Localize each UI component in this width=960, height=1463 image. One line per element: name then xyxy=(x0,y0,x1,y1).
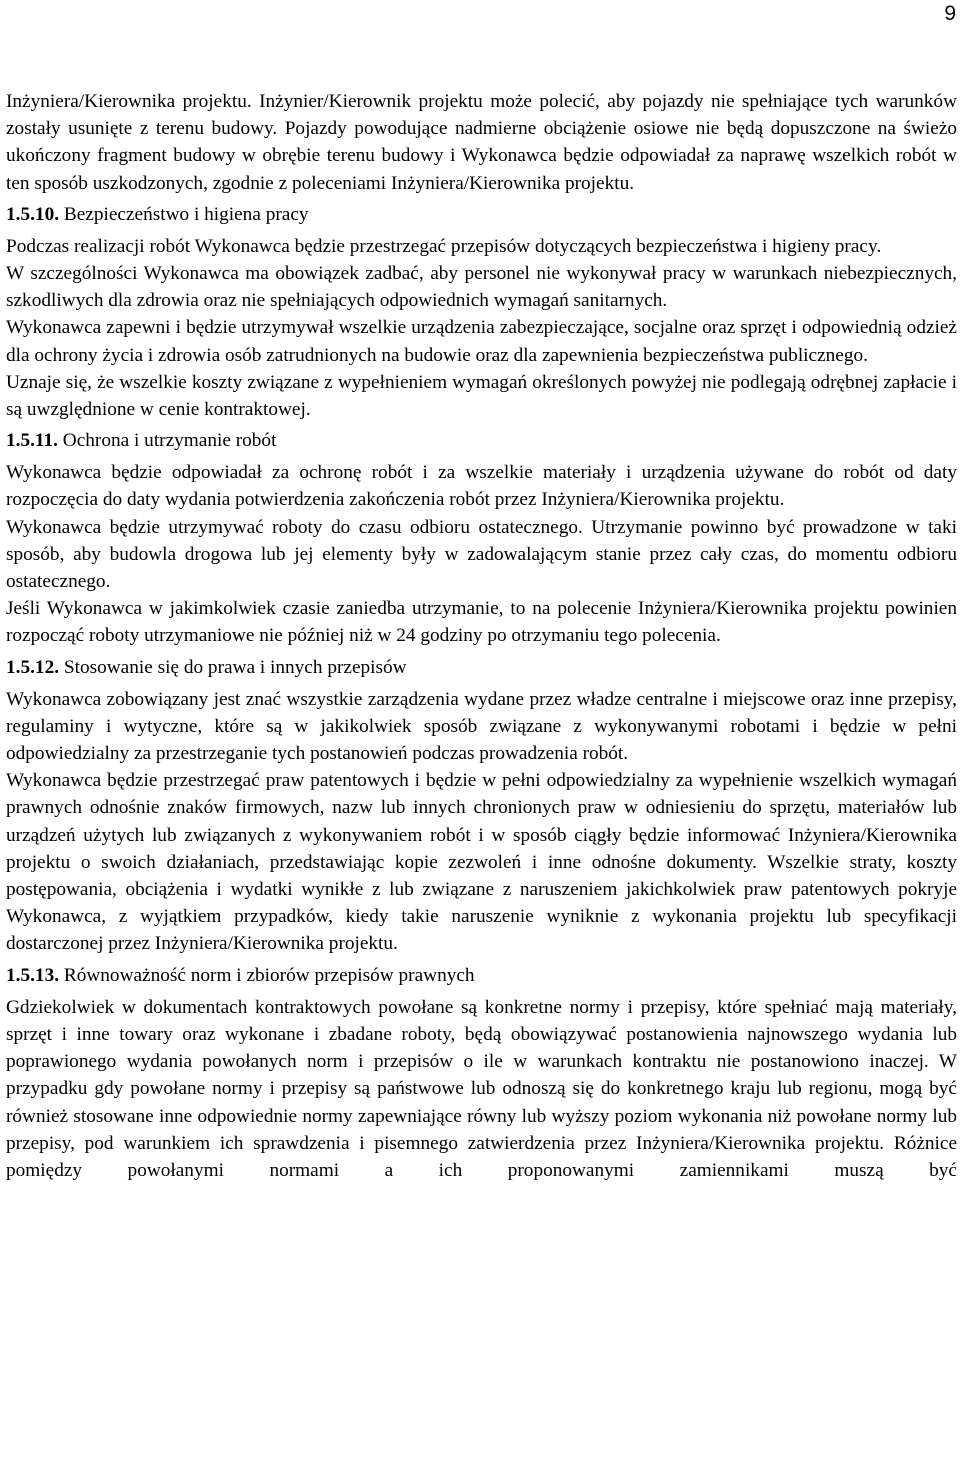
section-title: Stosowanie się do prawa i innych przepisów xyxy=(63,656,407,678)
paragraph: Wykonawca zapewni i będzie utrzymywał wszelkie urządzenia zabezpieczające, socjalne oraz sprzęt i odpowiednią odzież dla ochrony życia i zdrowia osób zatrudnionych na budowie oraz dla zapewnienia bezpieczeństwa publicznego. xyxy=(6,317,957,366)
paragraph: Wykonawca zobowiązany jest znać wszystkie zarządzenia wydane przez władze centralne i miejscowe oraz inne przepisy, regulaminy i wytyczne, które są w jakikolwiek sposób związane z wykonywanymi robotami i będzie w pełni odpowiedzialny za przestrzeganie tych postanowień podczas prowadzenia robót. xyxy=(6,688,957,765)
section-title: Równoważność norm i zbiorów przepisów prawnych xyxy=(63,964,475,986)
paragraph: Wykonawca będzie odpowiadał za ochronę robót i za wszelkie materiały i urządzenia używane do robót od daty rozpoczęcia do daty wydania potwierdzenia zakończenia robót przez Inżyniera/Kierownika projektu. xyxy=(6,462,957,511)
section-heading xyxy=(6,428,957,454)
section-number: 1.5.13. xyxy=(6,964,60,986)
paragraph: Jeśli Wykonawca w jakimkolwiek czasie zaniedba utrzymanie, to na polecenie Inżyniera/Kierownika projektu powinien rozpocząć roboty utrzymaniowe nie później niż w 24 godziny po otrzymaniu tego polecenia. xyxy=(6,598,957,647)
section-heading xyxy=(6,202,957,228)
paragraph: W szczególności Wykonawca ma obowiązek zadbać, aby personel nie wykonywał pracy w warunkach niebezpiecznych, szkodliwych dla zdrowia oraz nie spełniających odpowiednich wymagań sanitarnych. xyxy=(6,263,957,312)
section-title: Ochrona i utrzymanie robót xyxy=(62,430,277,452)
paragraph: Uznaje się, że wszelkie koszty związane z wypełnieniem wymagań określonych powyżej nie podlegają odrębnej zapłacie i są uwzględnione w cenie kontraktowej. xyxy=(6,371,957,421)
section-number: 1.5.12. xyxy=(6,656,60,678)
paragraph: Wykonawca będzie utrzymywać roboty do czasu odbioru ostatecznego. Utrzymanie powinno być prowadzone w taki sposób, aby budowla drogowa lub jej elementy były w zadowalającym stanie przez cały czas, do momentu odbioru ostatecznego. xyxy=(6,516,957,593)
section-heading xyxy=(6,963,957,989)
document-body xyxy=(6,88,957,1184)
section-number: 1.5.10. xyxy=(6,203,60,225)
paragraph: Wykonawca będzie przestrzegać praw patentowych i będzie w pełni odpowiedzialny za wypełnienie wszelkich wymagań prawnych odnośnie znaków firmowych, nazw lub innych chronionych praw w odniesieniu do sprzętu, materiałów lub urządzeń użytych lub związanych z wykonywaniem robót i w sposób ciągły będzie informować Inżyniera/Kierownika projektu o swoich działaniach, przedstawiając kopie zezwoleń i inne odnośne dokumenty. Wszelkie straty, koszty postępowania, obciążenia i wydatki wynikłe z lub związane z naruszeniem jakichkolwiek praw patentowych pokryje Wykonawca, z wyjątkiem przypadków, kiedy takie naruszenie wyniknie z wykonania projektu lub specyfikacji dostarczonej przez Inżyniera/Kierownika projektu. xyxy=(6,770,957,955)
section-title: Bezpieczeństwo i higiena pracy xyxy=(63,203,309,225)
section-heading xyxy=(6,655,957,681)
page-number: 9 xyxy=(944,2,956,25)
paragraph: Gdziekolwiek w dokumentach kontraktowych powołane są konkretne normy i przepisy, które spełniać mają materiały, sprzęt i inne towary oraz wykonane i zbadane roboty, będą obowiązywać postanowienia najnowszego wydania lub poprawionego wydania powołanych norm i przepisów o ile w warunkach kontraktu nie postanowiono inaczej. W przypadku gdy powołane normy i przepisy są państwowe lub odnoszą się do konkretnego kraju lub regionu, mogą być również stosowane inne odpowiednie normy zapewniające równy lub wyższy poziom wykonania niż powołane normy lub przepisy, pod warunkiem ich sprawdzenia i pisemnego zatwierdzenia przez Inżyniera/Kierownika projektu. Różnice pomiędzy powołanymi normami a ich proponowanymi zamiennikami muszą być xyxy=(6,996,957,1181)
paragraph: Inżyniera/Kierownika projektu. Inżynier/Kierownik projektu może polecić, aby pojazdy nie spełniające tych warunków zostały usunięte z terenu budowy. Pojazdy powodujące nadmierne obciążenie osiowe nie będą dopuszczone na świeżo ukończony fragment budowy w obrębie terenu budowy i Wykonawca będzie odpowiadał za naprawę wszelkich robót w ten sposób uszkodzonych, zgodnie z poleceniami Inżyniera/Kierownika projektu. xyxy=(6,91,957,194)
section-number: 1.5.11. xyxy=(6,430,58,452)
paragraph: Podczas realizacji robót Wykonawca będzie przestrzegać przepisów dotyczących bezpieczeństwa i higieny pracy. xyxy=(6,235,882,257)
